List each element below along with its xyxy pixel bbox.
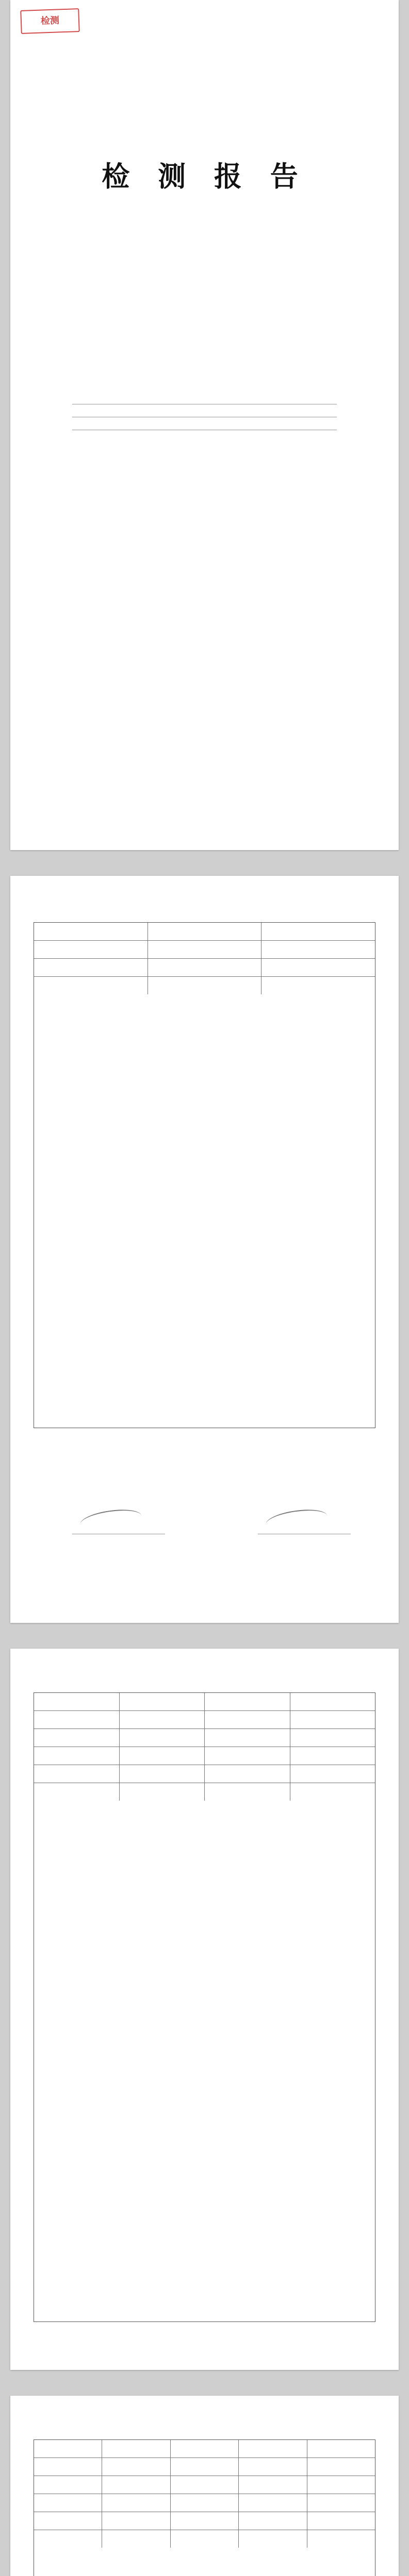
page-4-table: [34, 2439, 375, 2576]
table-row: [34, 1711, 375, 1729]
cover-meta: [72, 392, 337, 439]
table-row: [34, 959, 375, 977]
page-1: [10, 0, 399, 850]
page-2: [10, 876, 399, 1623]
table-row: [34, 923, 375, 941]
table-row: [34, 1765, 375, 1783]
table-row: [34, 977, 375, 994]
table-row: [34, 1747, 375, 1765]
red-seal-icon: 检测: [20, 8, 80, 34]
table-row: [34, 1783, 375, 1801]
page-3: [10, 1649, 399, 2370]
table-row: [34, 1729, 375, 1747]
signature-left: [72, 1504, 165, 1540]
table-row: [34, 2494, 375, 2512]
cover-meta-line-2: [72, 414, 337, 417]
page-2-table: [34, 922, 375, 1428]
page-4: [10, 2396, 399, 2576]
signature-stroke-left: [79, 1506, 143, 1534]
signature-stroke-right: [265, 1506, 329, 1534]
table-row: [34, 2476, 375, 2494]
page-title: 检 测 报 告: [102, 160, 307, 193]
table-row: [34, 941, 375, 959]
signature-right: [258, 1504, 351, 1540]
table-row: [34, 2530, 375, 2548]
table-row: [34, 2458, 375, 2476]
table-row: [34, 2440, 375, 2458]
cover-meta-line-1: [72, 401, 337, 404]
page-3-table: [34, 1692, 375, 2322]
cover-meta-line-3: [72, 427, 337, 430]
table-row: [34, 1693, 375, 1711]
table-row: [34, 2512, 375, 2530]
